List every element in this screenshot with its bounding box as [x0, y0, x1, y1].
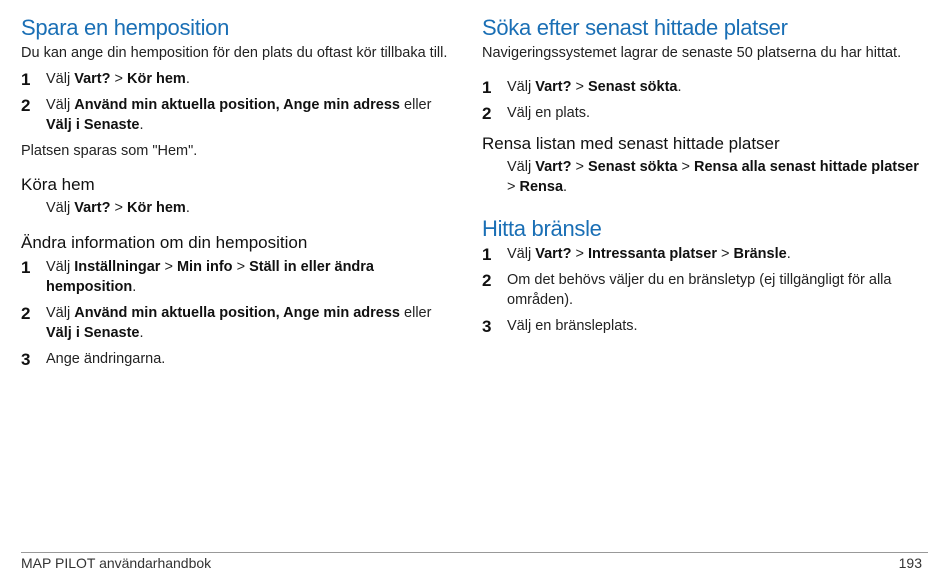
- step-text: eller: [400, 97, 432, 113]
- intro-text: Du kan ange din hemposition för den plats du oftast kör tillbaka till.: [21, 45, 448, 61]
- step-number: 2: [482, 271, 492, 290]
- separator: >: [677, 159, 695, 175]
- section-title-senast-hittade: Söka efter senast hittade platser: [482, 15, 788, 40]
- section-title-hitta-bransle: Hitta bränsle: [482, 216, 602, 241]
- intro-text: Navigeringssystemet lagrar de senaste 50 platserna du har hittat.: [482, 45, 902, 61]
- step-text: Välj: [46, 305, 75, 321]
- right-column: [482, 14, 927, 336]
- left-column: [21, 14, 461, 369]
- step-text: Välj: [46, 97, 75, 113]
- step-text: Välj: [507, 79, 536, 95]
- step-item: [482, 270, 927, 310]
- step-text: Välj: [46, 71, 75, 87]
- step-text: .: [185, 200, 190, 216]
- section-title-rensa-listan: Rensa listan med senast hittade platser: [482, 134, 780, 153]
- footer-manual-title: MAP PILOT användarhandbok: [21, 555, 212, 571]
- step-text: Om det behövs väljer du en bränsletyp (ej tillgängligt för alla områden).: [507, 272, 892, 308]
- step-item: [21, 349, 461, 369]
- step-text: eller: [400, 305, 432, 321]
- ui-term: Senast sökta: [588, 79, 678, 95]
- step-item: [482, 103, 927, 123]
- step-text: Välj en bränsleplats.: [507, 318, 638, 334]
- step-text: .: [563, 179, 568, 195]
- ui-term: Ställ in eller ändra hemposition: [46, 259, 374, 295]
- step-text: .: [132, 279, 137, 295]
- ui-term: Kör hem: [127, 71, 186, 87]
- step-text: .: [677, 79, 682, 95]
- ui-term: Vart?: [74, 200, 111, 216]
- separator: >: [110, 200, 128, 216]
- step-number: 1: [482, 245, 492, 264]
- ui-term: Senast sökta: [588, 159, 678, 175]
- ui-term: Använd min aktuella position, Ange min adress: [74, 97, 400, 113]
- step-item: [21, 95, 461, 135]
- step-text: .: [185, 71, 190, 87]
- note-text: Platsen sparas som "Hem".: [21, 143, 198, 159]
- step-item: [21, 69, 461, 89]
- step-text: Välj: [507, 246, 536, 262]
- ui-term: Välj i Senaste: [46, 117, 140, 133]
- step-text: Välj en plats.: [507, 105, 591, 121]
- step-number: 1: [482, 78, 492, 97]
- footer-divider: [21, 552, 928, 553]
- separator: >: [716, 246, 734, 262]
- step-item: [482, 316, 927, 336]
- ui-term: Använd min aktuella position, Ange min adress: [74, 305, 400, 321]
- step-text: Välj: [46, 200, 75, 216]
- separator: >: [571, 79, 589, 95]
- step-item: [482, 77, 927, 97]
- ui-term: Vart?: [535, 246, 572, 262]
- step-number: 1: [21, 70, 31, 89]
- ui-term: Intressanta platser: [588, 246, 717, 262]
- ui-term: Välj i Senaste: [46, 325, 140, 341]
- page-number: 193: [898, 555, 922, 571]
- step-number: 2: [21, 96, 31, 115]
- ui-term: Min info: [176, 259, 233, 275]
- step-number: 3: [21, 350, 31, 369]
- step-text: .: [139, 325, 144, 341]
- step-text: Välj: [507, 159, 536, 175]
- ui-term: Bränsle: [733, 246, 787, 262]
- ui-term: Rensa alla senast hittade platser: [694, 159, 919, 175]
- separator: >: [110, 71, 128, 87]
- step-text: Ange ändringarna.: [46, 351, 166, 367]
- step-number: 3: [482, 317, 492, 336]
- step-number: 2: [21, 304, 31, 323]
- step-text: Välj: [46, 259, 75, 275]
- step-text: .: [139, 117, 144, 133]
- step-text: .: [786, 246, 791, 262]
- step-item: [482, 244, 927, 264]
- ui-term: Vart?: [535, 159, 572, 175]
- ui-term: Rensa: [519, 179, 564, 195]
- step-item: [21, 257, 461, 297]
- ui-term: Vart?: [74, 71, 111, 87]
- section-title-spara-hemposition: Spara en hemposition: [21, 15, 230, 40]
- separator: >: [571, 246, 589, 262]
- separator: >: [507, 179, 520, 195]
- separator: >: [232, 259, 250, 275]
- instruction-line: [482, 157, 927, 197]
- ui-term: Kör hem: [127, 200, 186, 216]
- step-number: 1: [21, 258, 31, 277]
- step-number: 2: [482, 104, 492, 123]
- ui-term: Vart?: [535, 79, 572, 95]
- section-title-kora-hem: Köra hem: [21, 175, 95, 194]
- separator: >: [160, 259, 177, 275]
- instruction-line: [21, 198, 461, 218]
- step-item: [21, 303, 461, 343]
- ui-term: Inställningar: [74, 259, 161, 275]
- section-title-andra-hemposition: Ändra information om din hemposition: [21, 233, 308, 252]
- separator: >: [571, 159, 589, 175]
